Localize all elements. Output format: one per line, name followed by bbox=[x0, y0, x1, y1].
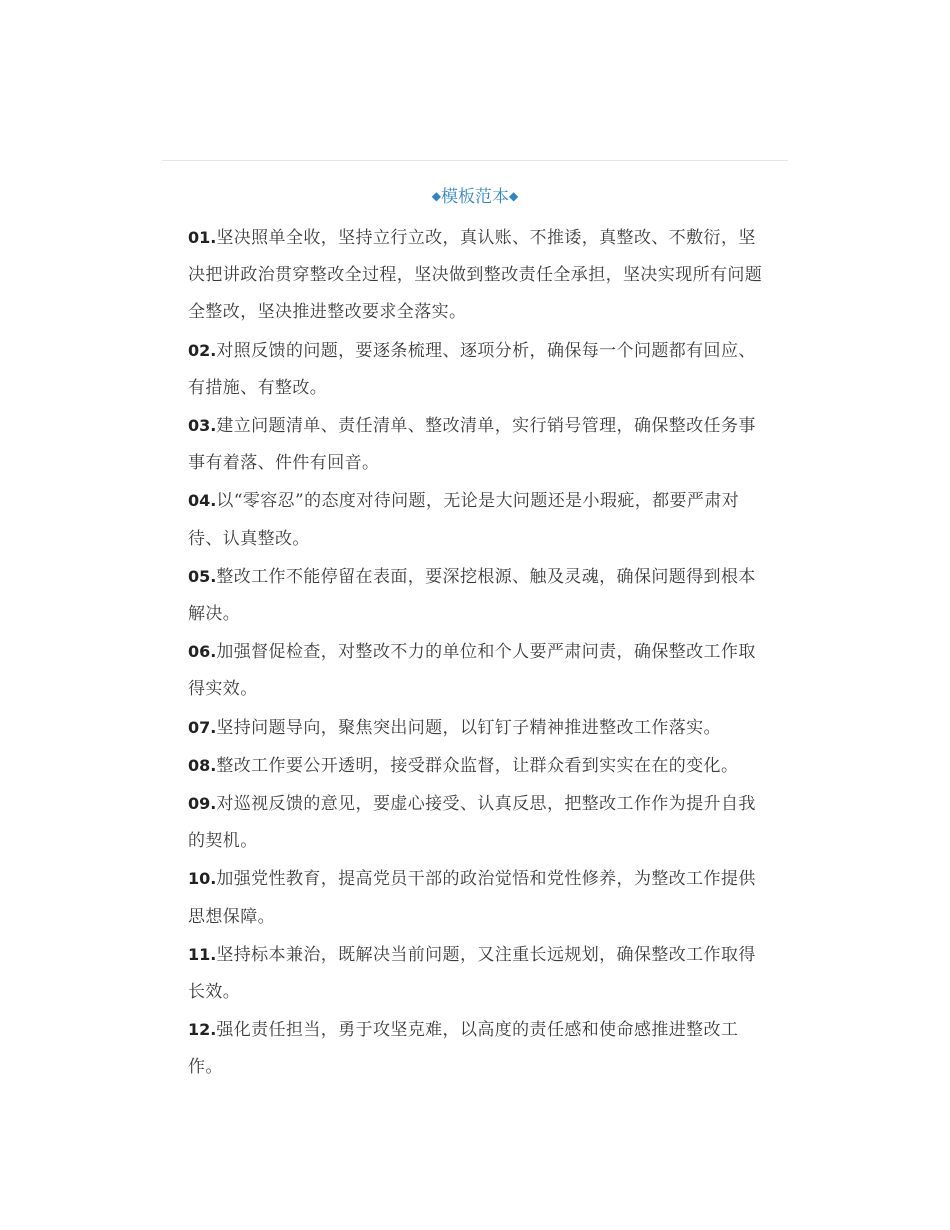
list-item bbox=[188, 482, 768, 557]
item-number: 07. bbox=[188, 717, 217, 737]
item-text: 以“零容忍”的态度对待问题，无论是大问题还是小瑕疵，都要严肃对待、认真整改。 bbox=[188, 491, 740, 549]
item-number: 10. bbox=[188, 869, 217, 889]
item-text: 坚持问题导向，聚焦突出问题，以钉钉子精神推进整改工作落实。 bbox=[216, 717, 721, 738]
item-number: 04. bbox=[188, 491, 217, 511]
section-divider bbox=[162, 160, 788, 161]
section-heading bbox=[162, 182, 788, 211]
item-number: 03. bbox=[188, 416, 217, 436]
item-number: 02. bbox=[188, 340, 217, 360]
list-item bbox=[188, 709, 768, 747]
list-item bbox=[188, 332, 768, 407]
numbered-list bbox=[188, 219, 768, 1087]
diamond-left-icon: ◆ bbox=[431, 189, 441, 203]
item-text: 强化责任担当，勇于攻坚克难，以高度的责任感和使命感推进整改工作。 bbox=[188, 1020, 739, 1078]
item-text: 对巡视反馈的意见，要虚心接受、认真反思，把整改工作作为提升自我的契机。 bbox=[188, 794, 756, 852]
item-number: 12. bbox=[188, 1020, 217, 1040]
list-item bbox=[188, 558, 768, 633]
item-text: 加强党性教育，提高党员干部的政治觉悟和党性修养，为整改工作提供思想保障。 bbox=[188, 869, 756, 927]
item-text: 建立问题清单、责任清单、整改清单，实行销号管理，确保整改任务事事有着落、件件有回音。 bbox=[188, 416, 756, 474]
item-text: 加强督促检查，对整改不力的单位和个人要严肃问责，确保整改工作取得实效。 bbox=[188, 642, 756, 700]
item-number: 01. bbox=[188, 228, 217, 247]
item-text: 坚持标本兼治，既解决当前问题，又注重长远规划，确保整改工作取得长效。 bbox=[188, 944, 756, 1003]
item-text: 坚决照单全收，坚持立行立改，真认账、不推诿，真整改、不敷衍，坚决把讲政治贯穿整改全过程，坚决做到整改责任全承担，坚决实现所有问题全整改，坚决推进整改要求全落实。 bbox=[188, 228, 763, 323]
list-item bbox=[188, 936, 768, 1011]
item-text: 整改工作要公开透明，接受群众监督，让群众看到实实在在的变化。 bbox=[216, 755, 739, 776]
list-item bbox=[188, 407, 768, 482]
list-item bbox=[188, 860, 768, 935]
item-text: 整改工作不能停留在表面，要深挖根源、触及灵魂，确保问题得到根本解决。 bbox=[188, 566, 756, 625]
list-item bbox=[188, 633, 768, 708]
item-number: 08. bbox=[188, 755, 217, 775]
heading-title: 模板范本 bbox=[441, 187, 509, 207]
diamond-right-icon: ◆ bbox=[509, 189, 519, 203]
item-number: 06. bbox=[188, 642, 217, 662]
list-item bbox=[188, 219, 768, 332]
item-number: 09. bbox=[188, 794, 217, 814]
item-number: 11. bbox=[188, 944, 217, 964]
item-text: 对照反馈的问题，要逐条梳理、逐项分析，确保每一个问题都有回应、有措施、有整改。 bbox=[188, 340, 756, 398]
list-item bbox=[188, 785, 768, 860]
item-number: 05. bbox=[188, 566, 217, 586]
list-item bbox=[188, 1011, 768, 1086]
list-item bbox=[188, 747, 768, 785]
